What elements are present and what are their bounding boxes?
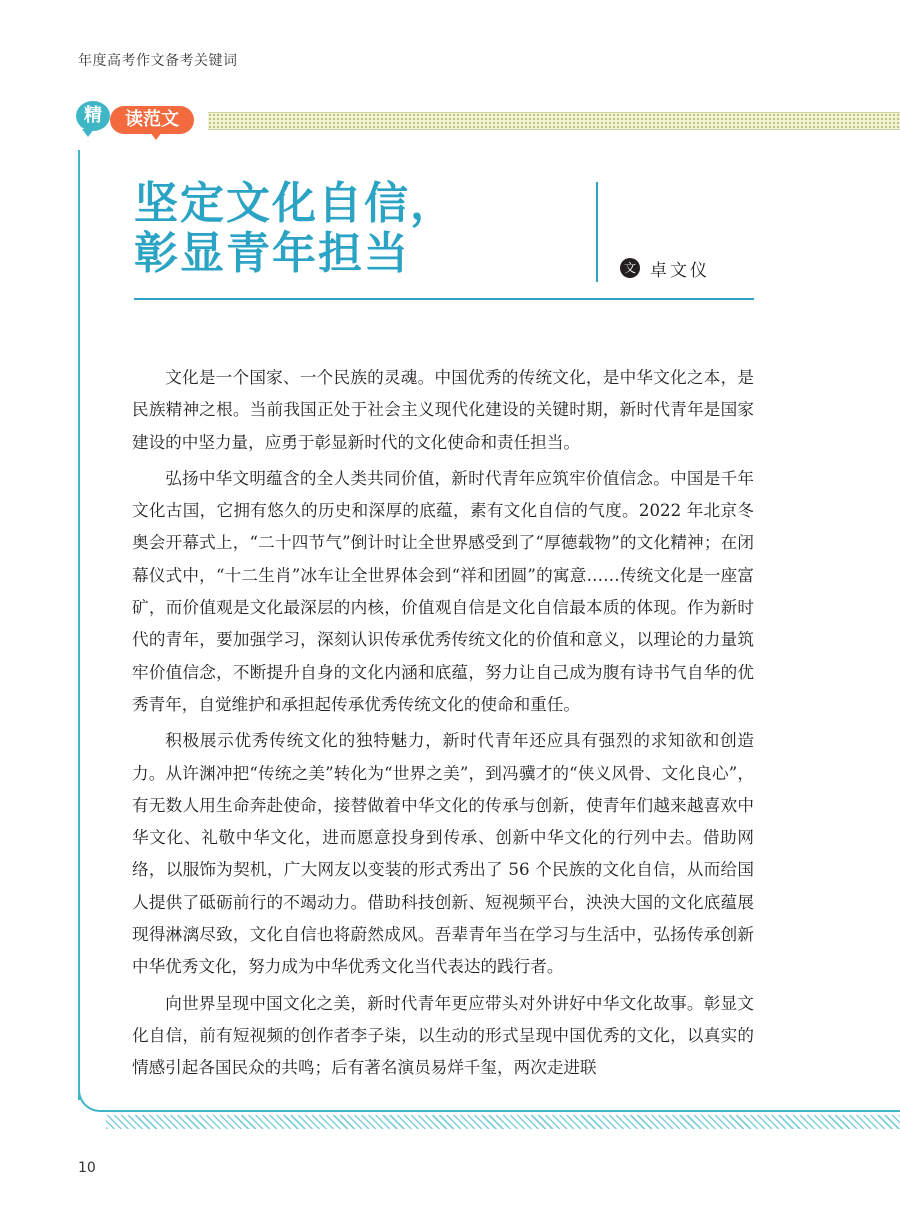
title-divider-vertical bbox=[596, 182, 598, 282]
paragraph: 弘扬中华文明蕴含的全人类共同价值，新时代青年应筑牢价值信念。中国是千年文化古国，它拥有悠久的历史和深厚的底蕴，素有文化自信的气度。2022 年北京冬奥会开幕式上，“二十四节气”倒计时让全世界感受到了“厚德载物”的文化精神；在闭幕仪式中，“十二生肖”冰车让全世界体会到“祥和团圆”的寓意……传统文化是一座富矿，而价值观是文化最深层的内核，价值观自信是文化自信最本质的体现。作为新时代的青年，要加强学习，深刻认识传承优秀传统文化的价值和意义，以理论的力量筑牢价值信念，不断提升自身的文化内涵和底蕴，努力让自己成为腹有诗书气自华的优秀青年，自觉维护和承担起传承优秀传统文化的使命和重任。 bbox=[132, 468, 754, 714]
paragraph: 向世界呈现中国文化之美，新时代青年更应带头对外讲好中华文化故事。彰显文化自信，前有短视频的创作者李子柒，以生动的形式呈现中国优秀的文化，以真实的情感引起各国民众的共鸣；后有著名演员易烊千玺，两次走进联 bbox=[132, 993, 754, 1078]
frame-left-border bbox=[78, 150, 80, 1100]
article-title-line-2: 彰显青年担当 bbox=[134, 228, 410, 279]
title-divider-horizontal bbox=[134, 298, 754, 300]
page-number: 10 bbox=[78, 1160, 96, 1176]
decorative-hatch-band bbox=[106, 1115, 900, 1129]
article-title-line-1: 坚定文化自信， bbox=[134, 178, 456, 229]
article-body bbox=[132, 362, 754, 1089]
decorative-dot-band bbox=[208, 112, 900, 130]
frame-bottom-border bbox=[106, 1110, 900, 1112]
author-name: 卓文仪 bbox=[650, 261, 710, 281]
frame-corner bbox=[78, 1080, 110, 1112]
running-header: 年度高考作文备考关键词 bbox=[78, 53, 238, 69]
author-icon: 文 bbox=[620, 258, 640, 278]
paragraph: 文化是一个国家、一个民族的灵魂。中国优秀的传统文化，是中华文化之本，是民族精神之根。当前我国正处于社会主义现代化建设的关键时期，新时代青年是国家建设的中坚力量，应勇于彰显新时代的文化使命和责任担当。 bbox=[132, 368, 754, 452]
paragraph: 积极展示优秀传统文化的独特魅力，新时代青年还应具有强烈的求知欲和创造力。从许渊冲把“传统之美”转化为“世界之美”，到冯骥才的“侠义风骨、文化良心”，有无数人用生命奔赴使命，接替做着中华文化的传承与创新，使青年们越来越喜欢中华文化、礼敬中华文化，进而愿意投身到传承、创新中华文化的行列中去。借助网络，以服饰为契机，广大网友以变装的形式秀出了 56 个民族的文化自信，从而给国人提供了砥砺前行的不竭动力。借助科技创新、短视频平台，泱泱大国的文化底蕴展现得淋漓尽致，文化自信也将蔚然成风。吾辈青年当在学习与生活中，弘扬传承创新中华优秀文化，努力成为中华优秀文化当代表达的践行者。 bbox=[132, 731, 754, 977]
section-badge-label: 读范文 bbox=[110, 106, 194, 134]
section-badge-prefix: 精 bbox=[76, 101, 110, 131]
